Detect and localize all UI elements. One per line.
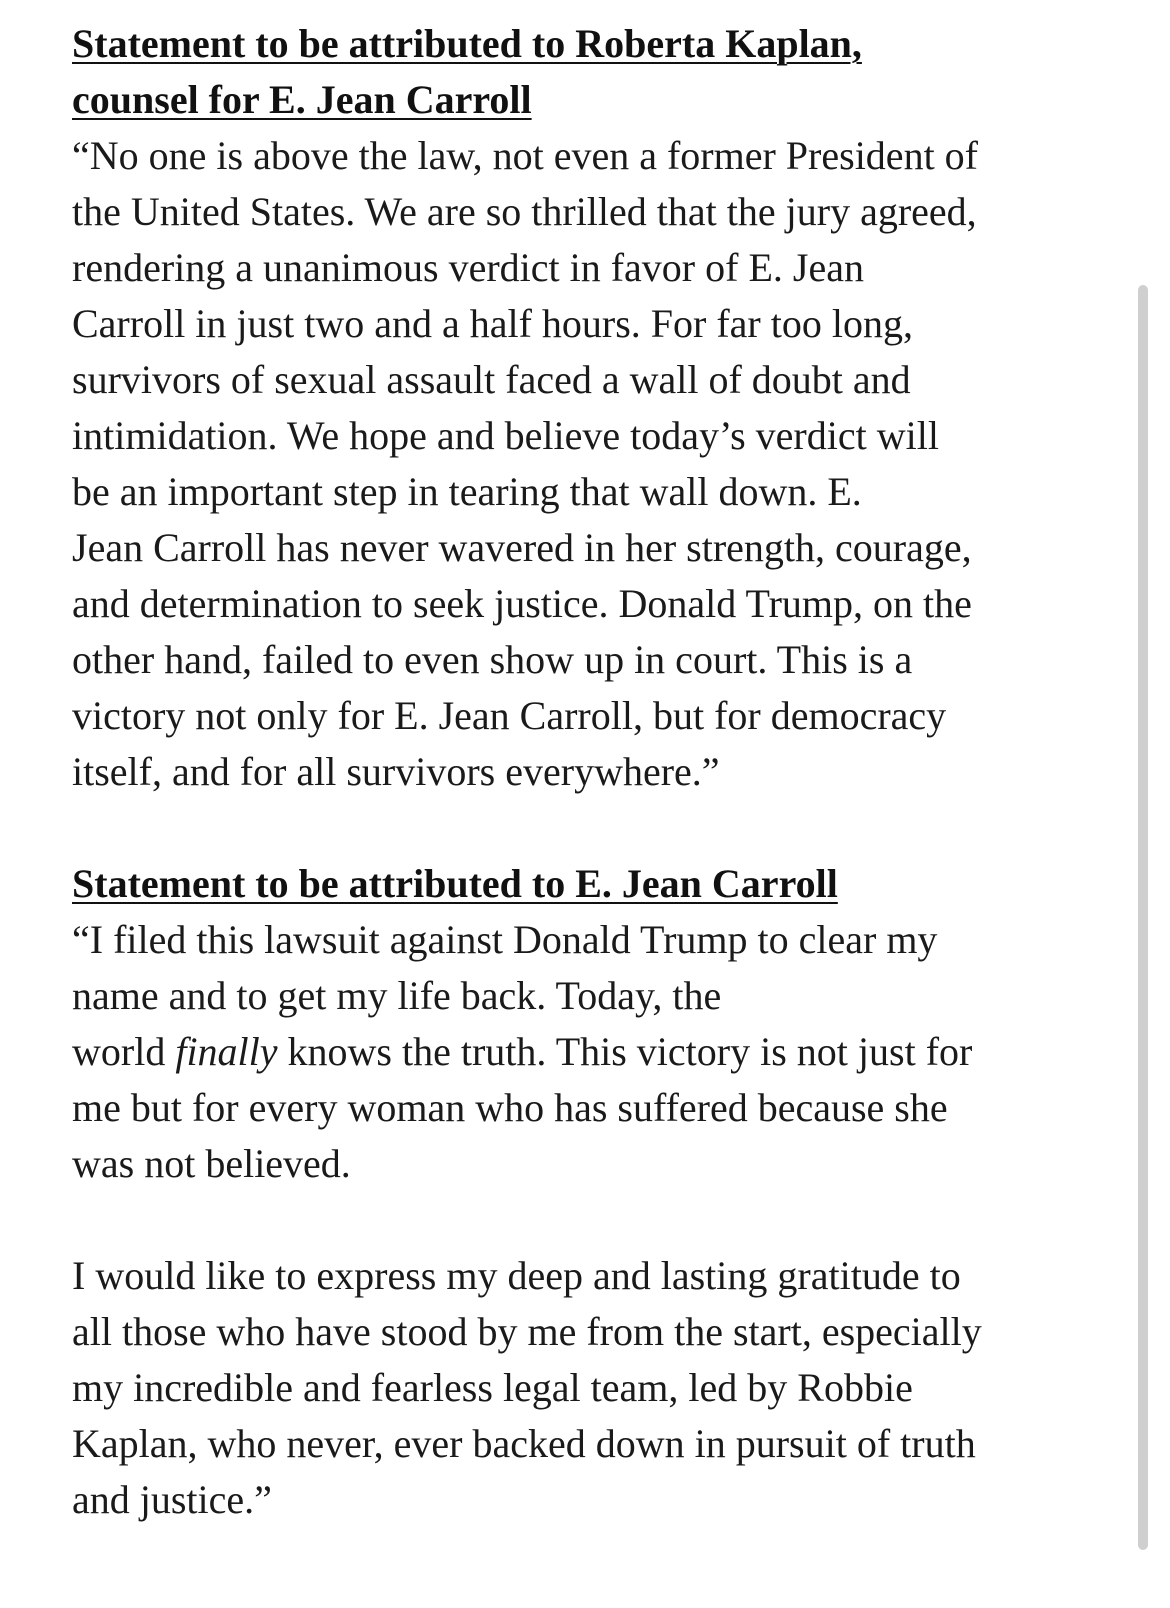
kaplan-statement-line: “No one is above the law, not even a former President of — [72, 133, 978, 178]
emphasis-line-before: world — [72, 1029, 176, 1074]
carroll-statement-line: I would like to express my deep and lasting gratitude to — [72, 1253, 961, 1298]
kaplan-statement-line: victory not only for E. Jean Carroll, but for democracy — [72, 693, 947, 738]
kaplan-statement-line: intimidation. We hope and believe today’s verdict will — [72, 413, 939, 458]
kaplan-statement-line: the United States. We are so thrilled that the jury agreed, — [72, 189, 977, 234]
carroll-statement-line: was not believed. — [72, 1141, 351, 1186]
carroll-statement-line: me but for every woman who has suffered because she — [72, 1085, 948, 1130]
carroll-statement-heading: Statement to be attributed to E. Jean Carroll — [72, 861, 838, 906]
kaplan-statement-heading-line-1: Statement to be attributed to Roberta Kaplan, — [72, 21, 862, 66]
carroll-statement-line: my incredible and fearless legal team, led by Robbie — [72, 1365, 913, 1410]
kaplan-statement-line: survivors of sexual assault faced a wall of doubt and — [72, 357, 911, 402]
vertical-scrollbar[interactable] — [1138, 285, 1148, 1550]
carroll-statement-section — [72, 856, 1082, 1528]
kaplan-statement-line: other hand, failed to even show up in court. This is a — [72, 637, 913, 682]
kaplan-statement-line: rendering a unanimous verdict in favor of E. Jean — [72, 245, 864, 290]
carroll-statement-line: “I filed this lawsuit against Donald Trump to clear my — [72, 917, 938, 962]
emphasis-word: finally — [175, 1029, 278, 1074]
kaplan-statement-line: itself, and for all survivors everywhere.” — [72, 749, 720, 794]
paragraph-spacer — [72, 1192, 1082, 1248]
carroll-statement-line: name and to get my life back. Today, the — [72, 973, 722, 1018]
kaplan-statement-line: and determination to seek justice. Donald Trump, on the — [72, 581, 972, 626]
kaplan-statement-heading-line-2: counsel for E. Jean Carroll — [72, 77, 532, 122]
document-body — [72, 16, 1082, 1528]
kaplan-statement-line: Carroll in just two and a half hours. For far too long, — [72, 301, 913, 346]
carroll-statement-line: Kaplan, who never, ever backed down in pursuit of truth — [72, 1421, 976, 1466]
kaplan-statement-section — [72, 16, 1082, 800]
emphasis-line-after: knows the truth. This victory is not just for — [277, 1029, 973, 1074]
kaplan-statement-line: Jean Carroll has never wavered in her strength, courage, — [72, 525, 972, 570]
section-spacer — [72, 800, 1082, 856]
carroll-statement-line: and justice.” — [72, 1477, 272, 1522]
carroll-statement-emphasis-line — [72, 1024, 1082, 1080]
kaplan-statement-line: be an important step in tearing that wall down. E. — [72, 469, 862, 514]
carroll-statement-line: all those who have stood by me from the start, especially — [72, 1309, 982, 1354]
